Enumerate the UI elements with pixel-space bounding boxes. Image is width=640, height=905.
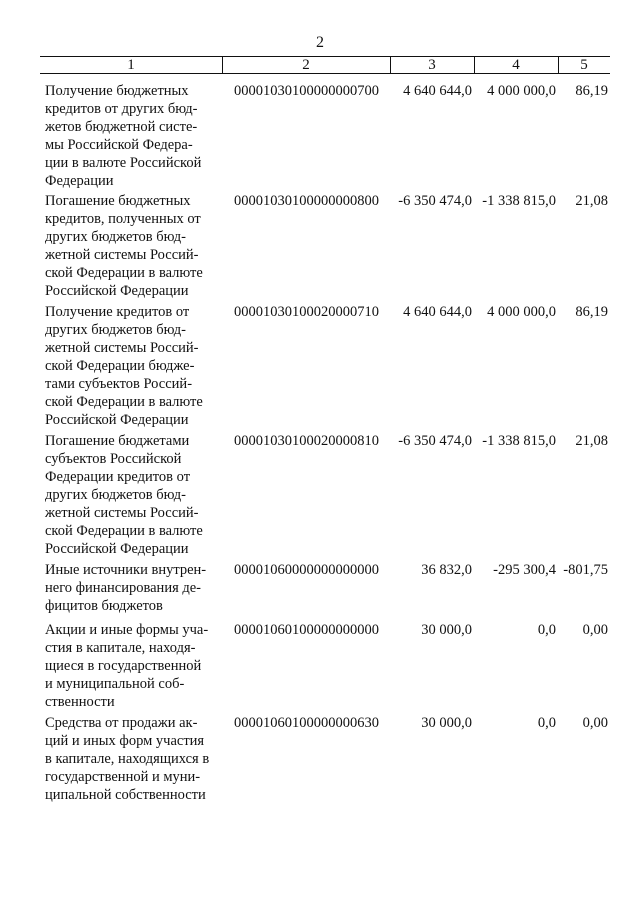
row-name-line: ципальной собственности (45, 787, 206, 803)
row-value-col3: -6 350 474,0 (398, 193, 472, 209)
row-name-line: кредитов от других бюд- (45, 101, 198, 117)
column-header-3: 3 (428, 57, 436, 73)
row-name (45, 561, 225, 615)
row-name-line: ской Федерации в валюте (45, 394, 203, 410)
row-value-col3: 30 000,0 (421, 622, 472, 638)
row-name-line: кредитов, полученных от (45, 211, 201, 227)
column-header-1: 1 (127, 57, 135, 73)
row-name-line: него финансирования де- (45, 580, 202, 596)
row-name-line: Российской Федерации (45, 412, 189, 428)
column-header-2: 2 (302, 57, 310, 73)
row-name-line: Федерации кредитов от (45, 469, 191, 485)
row-value-col5: 86,19 (575, 304, 608, 320)
row-name-line: других бюджетов бюд- (45, 487, 186, 503)
row-name-line: ственности (45, 694, 115, 710)
row-name-line: ской Федерации в валюте (45, 523, 203, 539)
row-name-line: Средства от продажи ак- (45, 715, 198, 731)
row-value-col5: 86,19 (575, 83, 608, 99)
row-value-col5: 0,00 (582, 622, 608, 638)
row-name-line: субъектов Российской (45, 451, 182, 467)
row-name-line: жетной системы Россий- (45, 505, 199, 521)
row-code: 00001060100000000000 (234, 622, 379, 638)
row-code: 00001030100000000700 (234, 83, 379, 99)
row-value-col3: 36 832,0 (421, 562, 472, 578)
row-code: 00001030100000000800 (234, 193, 379, 209)
row-name-line: Российской Федерации (45, 541, 189, 557)
row-name (45, 82, 225, 190)
row-value-col4: -1 338 815,0 (482, 193, 556, 209)
row-name-line: ской Федерации в валюте (45, 265, 203, 281)
row-name-line: других бюджетов бюд- (45, 229, 186, 245)
row-name-line: других бюджетов бюд- (45, 322, 186, 338)
row-value-col3: 4 640 644,0 (403, 83, 472, 99)
row-name-line: Погашение бюджетных (45, 193, 191, 209)
row-name-line: в капитале, находящихся в (45, 751, 210, 767)
page-number: 2 (316, 34, 324, 51)
column-header-4: 4 (512, 57, 520, 73)
row-name (45, 621, 225, 711)
row-value-col4: -295 300,4 (493, 562, 556, 578)
row-value-col4: 0,0 (537, 622, 556, 638)
row-value-col4: 0,0 (537, 715, 556, 731)
row-code: 00001060100000000630 (234, 715, 379, 731)
row-code: 00001030100020000710 (234, 304, 379, 320)
row-name-line: и муниципальной соб- (45, 676, 185, 692)
row-name-line: жетов бюджетной систе- (45, 119, 198, 135)
row-name-line: Получение бюджетных (45, 83, 189, 99)
row-value-col5: 0,00 (582, 715, 608, 731)
row-name-line: стия в капитале, находя- (45, 640, 196, 656)
row-code: 00001060000000000000 (234, 562, 379, 578)
row-name-line: фицитов бюджетов (45, 598, 163, 614)
row-value-col4: -1 338 815,0 (482, 433, 556, 449)
row-name-line: мы Российской Федера- (45, 137, 193, 153)
row-name (45, 714, 225, 804)
row-name-line: Погашение бюджетами (45, 433, 190, 449)
row-name-line: Получение кредитов от (45, 304, 190, 320)
row-value-col3: 30 000,0 (421, 715, 472, 731)
row-value-col5: 21,08 (575, 193, 608, 209)
table-header-row (40, 56, 610, 74)
row-value-col3: 4 640 644,0 (403, 304, 472, 320)
row-name-line: Российской Федерации (45, 283, 189, 299)
column-header-5: 5 (580, 57, 588, 73)
row-name-line: ции в валюте Российской (45, 155, 202, 171)
row-name (45, 432, 225, 558)
row-value-col3: -6 350 474,0 (398, 433, 472, 449)
row-name-line: ций и иных форм участия (45, 733, 205, 749)
row-name-line: тами субъектов Россий- (45, 376, 193, 392)
row-name (45, 303, 225, 429)
row-name-line: государственной и муни- (45, 769, 201, 785)
row-name-line: Акции и иные формы уча- (45, 622, 209, 638)
row-name-line: ской Федерации бюдже- (45, 358, 195, 374)
row-name-line: жетной системы Россий- (45, 340, 199, 356)
row-name-line: Федерации (45, 173, 114, 189)
row-name-line: Иные источники внутрен- (45, 562, 207, 578)
row-name (45, 192, 225, 300)
row-name-line: щиеся в государственной (45, 658, 202, 674)
row-value-col5: 21,08 (575, 433, 608, 449)
row-code: 00001030100020000810 (234, 433, 379, 449)
row-value-col4: 4 000 000,0 (487, 83, 556, 99)
row-name-line: жетной системы Россий- (45, 247, 199, 263)
row-value-col4: 4 000 000,0 (487, 304, 556, 320)
row-value-col5: -801,75 (563, 562, 608, 578)
